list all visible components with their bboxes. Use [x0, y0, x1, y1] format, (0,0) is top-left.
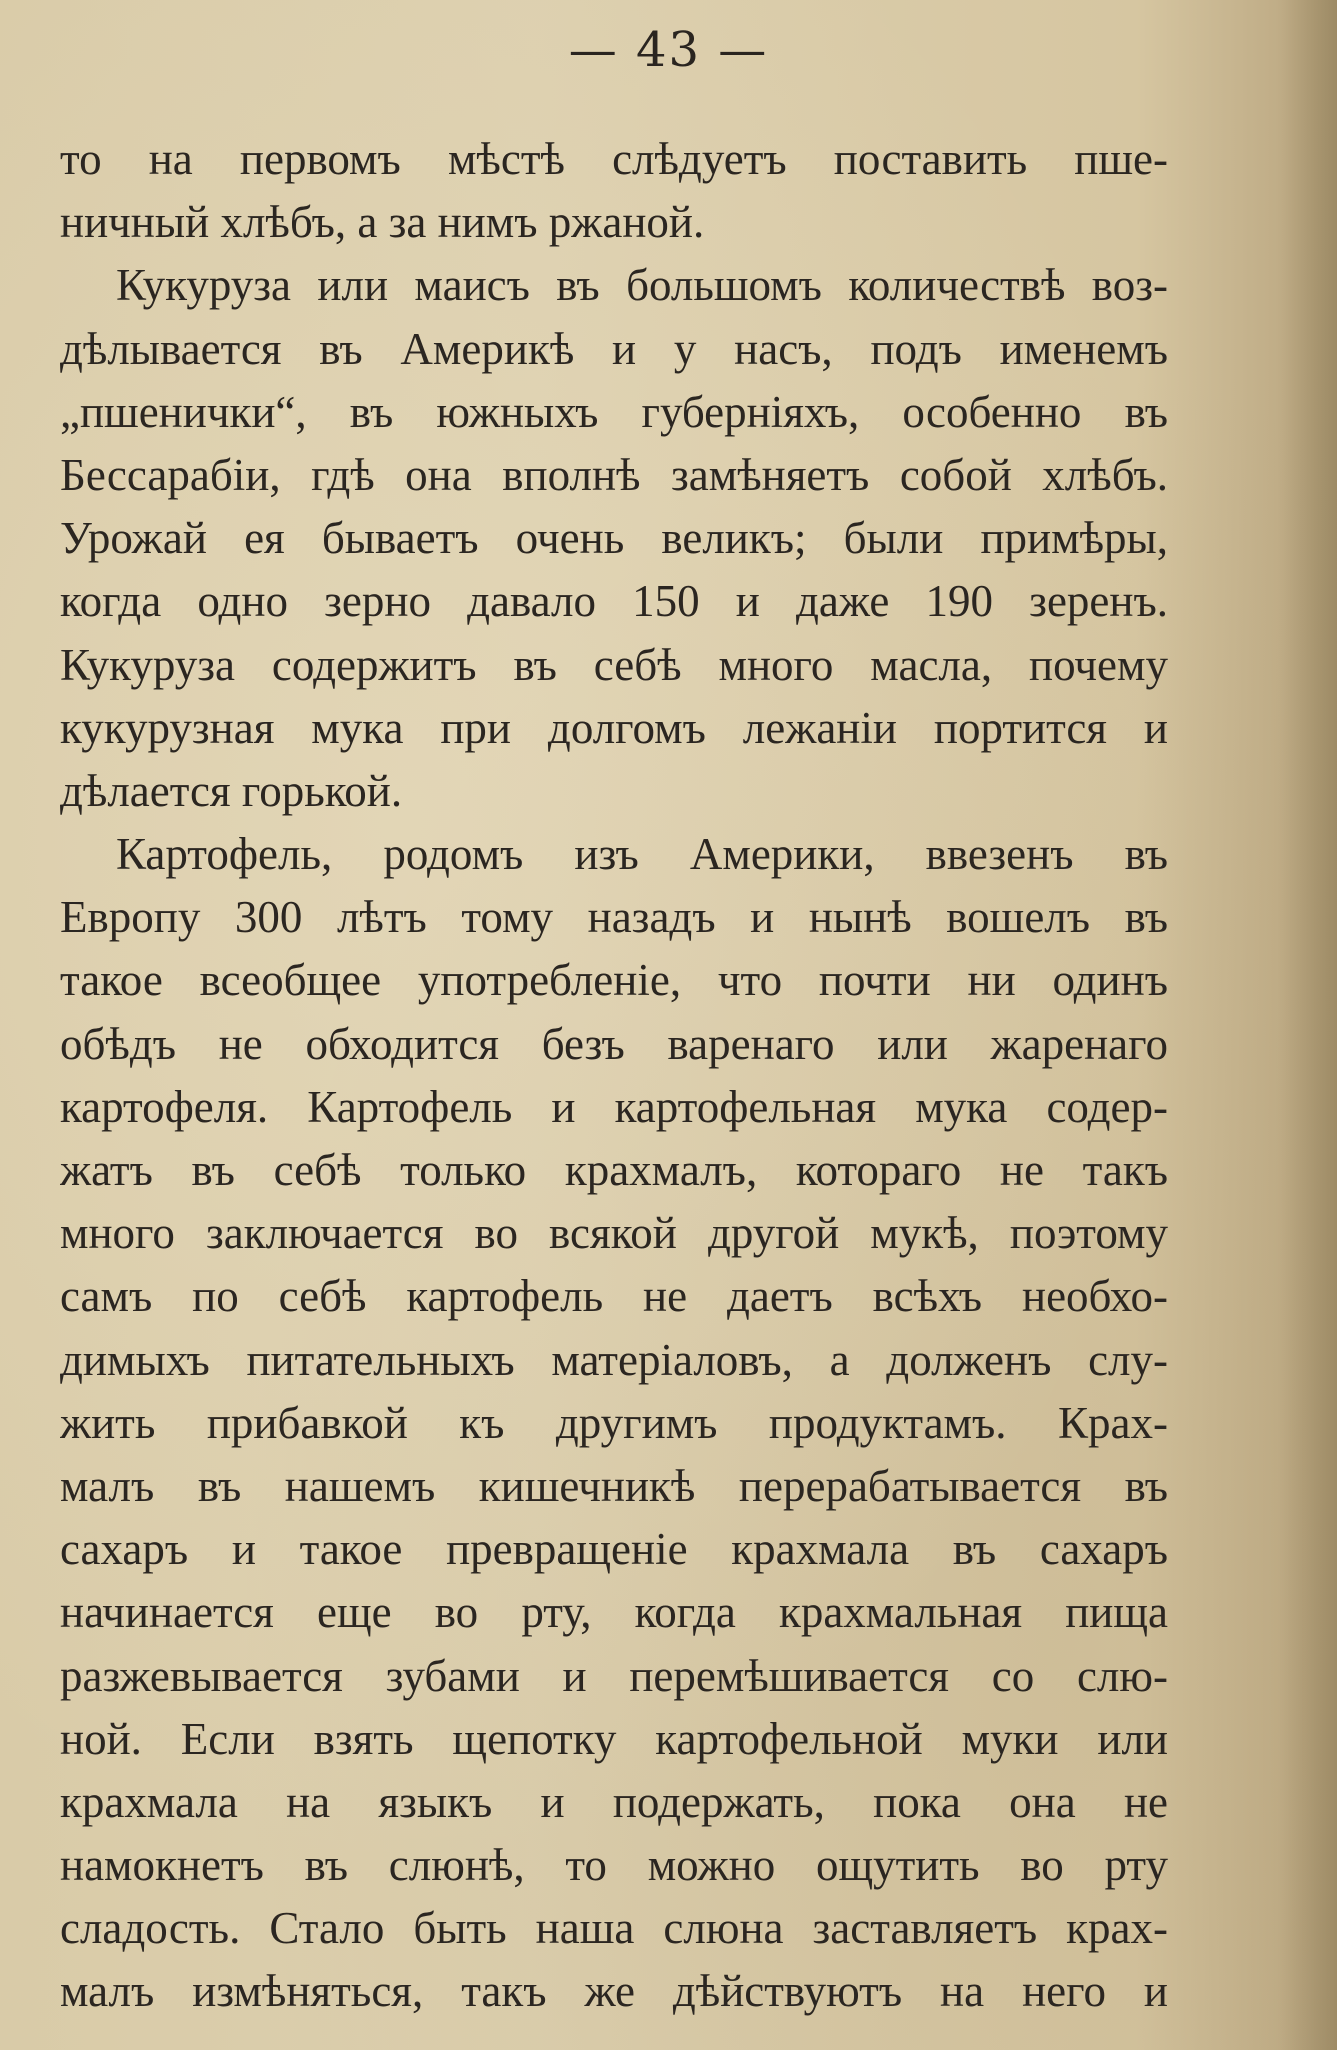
text-line: жатъ въ себѣ только крахмалъ, котораго не такъ [60, 1145, 1168, 1195]
text-line: крахмала на языкъ и подержать, пока она не [60, 1776, 1168, 1827]
text-line: сахаръ и такое превращеніе крахмала въ сахаръ [60, 1524, 1168, 1575]
text-line: разжевывается зубами и перемѣшивается со слю- [60, 1650, 1168, 1701]
text-line: димыхъ питательныхъ матеріаловъ, а долженъ слу- [60, 1334, 1168, 1385]
text-line: малъ измѣняться, такъ же дѣйствуютъ на него и [60, 1966, 1168, 2017]
text-line: кукурузная мука при долгомъ лежаніи портится и [60, 702, 1168, 753]
text-line: начинается еще во рту, когда крахмальная пища [60, 1587, 1168, 1638]
text-line: Картофель, родомъ изъ Америки, ввезенъ въ [116, 829, 1168, 880]
text-line: такое всеобщее употребленіе, что почти ни одинъ [60, 955, 1168, 1006]
text-line: Бессарабіи, гдѣ она вполнѣ замѣняетъ собой хлѣбъ. [60, 449, 1168, 500]
text-line: Кукуруза содержитъ въ себѣ много масла, почему [60, 639, 1168, 690]
text-line: жить прибавкой къ другимъ продуктамъ. Крах- [60, 1397, 1168, 1448]
text-line: малъ въ нашемъ кишечникѣ перерабатывается въ [60, 1460, 1168, 1511]
text-line: дѣлывается въ Америкѣ и у насъ, подъ именемъ [60, 323, 1168, 374]
text-line: сладость. Стало быть наша слюна заставляетъ крах- [60, 1903, 1168, 1954]
body-text [60, 128, 1168, 2024]
text-line: много заключается во всякой другой мукѣ, поэтому [60, 1208, 1168, 1259]
text-line: самъ по себѣ картофель не даетъ всѣхъ необхо- [60, 1271, 1168, 1322]
text-line: ничный хлѣбъ, а за нимъ ржаной. [60, 197, 705, 248]
text-line: намокнетъ въ слюнѣ, то можно ощутить во рту [60, 1840, 1168, 1891]
text-line: ной. Если взять щепотку картофельной муки или [60, 1713, 1168, 1764]
text-line: картофеля. Картофель и картофельная мука содер- [60, 1081, 1168, 1132]
text-line: Урожай ея бываетъ очень великъ; были примѣры, [60, 513, 1168, 564]
text-line: „пшенички“, въ южныхъ губерніяхъ, особенно въ [60, 386, 1168, 437]
text-line: Кукуруза или маисъ въ большомъ количествѣ воз- [116, 260, 1168, 311]
text-line: Европу 300 лѣтъ тому назадъ и нынѣ вошелъ въ [60, 892, 1168, 943]
page-number: — 43 — [568, 22, 769, 78]
text-line: обѣдъ не обходится безъ варенаго или жаренаго [60, 1018, 1168, 1069]
page-edge-shadow [1277, 0, 1337, 2050]
text-line: когда одно зерно давало 150 и даже 190 зеренъ. [60, 576, 1168, 627]
text-line: дѣлается горькой. [60, 765, 403, 816]
text-line: то на первомъ мѣстѣ слѣдуетъ поставить пше- [60, 134, 1168, 184]
